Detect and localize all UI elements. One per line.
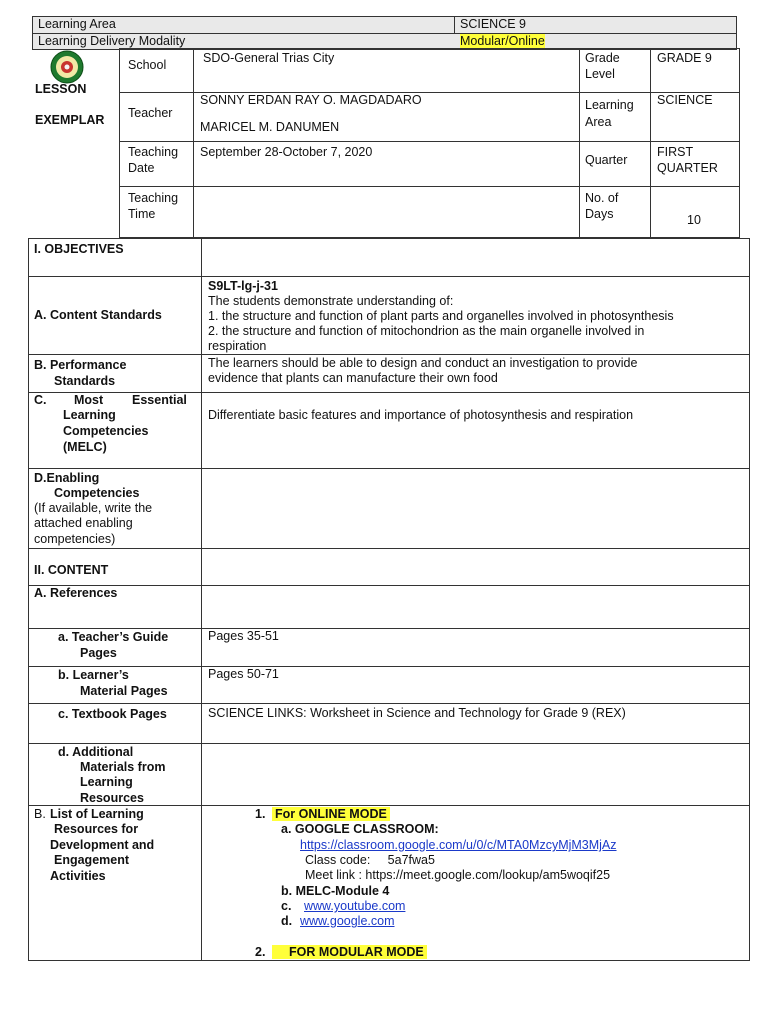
days-label-1: No. of: [585, 191, 619, 205]
header-hline-3: [119, 186, 740, 187]
performance-line-2: evidence that plants can manufacture their own food: [208, 371, 498, 385]
modular-num: 2.: [255, 945, 266, 959]
content-standards-cell: [203, 277, 748, 356]
list-label-5: Activities: [50, 869, 106, 883]
school-value: SDO-General Trias City: [203, 51, 335, 65]
modality-value: Modular/Online: [460, 34, 545, 48]
performance-label-1: B. Performance: [34, 358, 127, 372]
tb-value: SCIENCE LINKS: Worksheet in Science and Technology for Grade 9 (REX): [208, 706, 626, 720]
class-code: Class code: 5a7fwa5: [305, 853, 435, 867]
google-link[interactable]: www.google.com: [300, 914, 395, 928]
content-line-4: respiration: [208, 339, 267, 353]
learning-area-hdr-1: Learning: [585, 98, 634, 112]
row-sep: [28, 805, 750, 806]
quarter-value-1: FIRST: [657, 145, 694, 159]
content-line-1: The students demonstrate understanding of:: [208, 294, 454, 308]
c-prefix: c.: [281, 899, 292, 913]
header-vline-1: [193, 48, 194, 238]
lm-label-2: Material Pages: [80, 684, 168, 698]
add-label-1: d. Additional: [58, 745, 134, 759]
content-line-2: 1. the structure and function of plant parts and organelles involved in photosynthesis: [208, 309, 674, 323]
modality-label: Learning Delivery Modality: [38, 34, 186, 48]
teaching-time-label-1: Teaching: [128, 191, 179, 205]
row-sep: [28, 628, 750, 629]
youtube-link[interactable]: www.youtube.com: [304, 899, 406, 913]
melc-label-melc: (MELC): [63, 440, 107, 454]
melc-label-learning: Learning: [63, 408, 116, 422]
header-vline-3: [650, 48, 651, 238]
learning-area-value: SCIENCE 9: [460, 17, 526, 31]
deped-seal-logo: [50, 50, 84, 84]
grade-label-2: Level: [585, 67, 615, 81]
add-label-3: Learning: [80, 775, 133, 789]
online-num: 1.: [255, 807, 266, 821]
enabling-label-2: Competencies: [54, 486, 140, 500]
online-mode: For ONLINE MODE: [272, 807, 390, 821]
melc-label-most: Most: [74, 393, 104, 407]
teaching-date-label-2: Date: [128, 161, 155, 175]
lm-value: Pages 50-71: [208, 667, 279, 681]
teaching-date-label-1: Teaching: [128, 145, 179, 159]
top-row-1: [32, 16, 737, 34]
header-hline-2: [119, 141, 740, 142]
content-standards-label: A. Content Standards: [34, 308, 162, 322]
gc-label: a. GOOGLE CLASSROOM:: [281, 822, 439, 836]
tg-label-2: Pages: [80, 646, 117, 660]
content-code: S9LT-lg-j-31: [208, 279, 278, 293]
learning-area-label: Learning Area: [38, 17, 116, 31]
performance-line-1: The learners should be able to design and conduct an investigation to provide: [208, 356, 638, 370]
d-prefix: d.: [281, 914, 293, 928]
row-sep: [28, 743, 750, 744]
learning-area-hdr-2: Area: [585, 115, 612, 129]
header-vline-2: [579, 48, 580, 238]
content-heading: II. CONTENT: [34, 563, 109, 577]
list-label-prefix: B.: [34, 807, 46, 821]
melc-module: b. MELC-Module 4: [281, 884, 390, 898]
quarter-value-2: QUARTER: [657, 161, 718, 175]
gc-link[interactable]: https://classroom.google.com/u/0/c/MTA0MzcyMjM3MjAz: [300, 838, 617, 852]
school-label: School: [128, 58, 167, 72]
list-label-2: Resources for: [54, 822, 139, 836]
tb-label: c. Textbook Pages: [58, 707, 167, 721]
teaching-time-label-2: Time: [128, 207, 156, 221]
teacher-value-2: MARICEL M. DANUMEN: [200, 120, 340, 134]
content-line-3: 2. the structure and function of mitochondrion as the main organelle involved in: [208, 324, 645, 338]
performance-cell: [203, 354, 748, 388]
enabling-note-1: (If available, write the: [34, 501, 153, 515]
row-sep: [28, 468, 750, 469]
tg-value: Pages 35-51: [208, 629, 279, 643]
row-sep: [28, 666, 750, 667]
row-sep: [28, 585, 750, 586]
melc-label-c: C.: [34, 393, 47, 407]
lesson-title-line2: EXEMPLAR: [35, 113, 105, 127]
enabling-note-2: attached enabling: [34, 516, 133, 530]
teacher-label: Teacher: [128, 106, 173, 120]
teaching-date-value: September 28-October 7, 2020: [200, 145, 373, 159]
lm-label-1: b. Learner’s: [58, 668, 129, 682]
enabling-note-3: competencies): [34, 532, 116, 546]
teacher-value-1: SONNY ERDAN RAY O. MAGDADARO: [200, 93, 422, 107]
meet-link: Meet link : https://meet.google.com/lookup/am5woqif25: [305, 868, 611, 882]
enabling-label-1: D.Enabling: [34, 471, 100, 485]
lesson-title-line1: LESSON: [35, 82, 87, 96]
melc-label-competencies: Competencies: [63, 424, 149, 438]
list-label-4: Engagement: [54, 853, 130, 867]
header-block: [119, 48, 740, 238]
quarter-label: Quarter: [585, 153, 628, 167]
modular-mode: FOR MODULAR MODE: [272, 945, 427, 959]
add-label-4: Resources: [80, 791, 144, 805]
row-sep: [28, 548, 750, 549]
melc-value: Differentiate basic features and importance of photosynthesis and respiration: [208, 408, 634, 422]
references-label: A. References: [34, 586, 118, 600]
days-value: 10: [687, 213, 701, 227]
main-table-vline: [201, 238, 202, 961]
list-label-3: Development and: [50, 838, 155, 852]
grade-label-1: Grade: [585, 51, 620, 65]
melc-label-essential: Essential: [132, 393, 187, 407]
days-label-2: Days: [585, 207, 614, 221]
list-label-1: List of Learning: [50, 807, 144, 821]
row-sep: [28, 703, 750, 704]
performance-label-2: Standards: [54, 374, 116, 388]
tg-label-1: a. Teacher’s Guide: [58, 630, 169, 644]
grade-value: GRADE 9: [657, 51, 712, 65]
objectives-heading: I. OBJECTIVES: [34, 242, 124, 256]
add-label-2: Materials from: [80, 760, 166, 774]
learning-area-hdr-value: SCIENCE: [657, 93, 713, 107]
